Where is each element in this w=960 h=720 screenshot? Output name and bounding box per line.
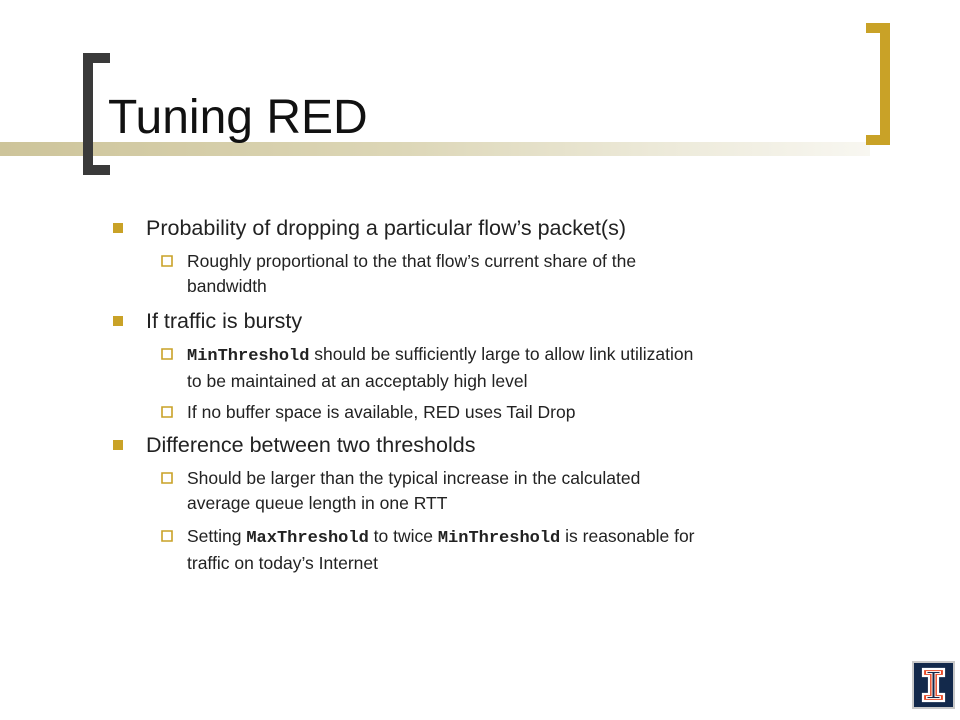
sub-bullet-text-span: Setting bbox=[187, 526, 247, 546]
block-i-icon bbox=[914, 663, 953, 707]
code-minthreshold: MinThreshold bbox=[437, 529, 561, 548]
open-square-bullet-icon bbox=[160, 347, 174, 361]
bullet-text: Probability of dropping a particular flow’s packet(s) bbox=[146, 216, 627, 240]
code-maxthreshold: MaxThreshold bbox=[246, 529, 369, 548]
university-logo bbox=[912, 661, 955, 709]
sub-bullet-line: to be maintained at an acceptably high level bbox=[187, 371, 528, 391]
square-bullet-icon bbox=[113, 440, 123, 450]
open-square-bullet-icon bbox=[160, 471, 174, 485]
sub-bullet-text bbox=[187, 466, 899, 516]
sub-bullet-text bbox=[187, 342, 899, 394]
square-bullet-icon bbox=[113, 223, 123, 233]
right-bracket-decoration bbox=[866, 23, 890, 145]
slide-title: Tuning RED bbox=[108, 91, 368, 144]
sub-bullet-text bbox=[187, 249, 899, 299]
bullet-text: Difference between two thresholds bbox=[146, 433, 476, 457]
sub-bullet-text-span: is reasonable for bbox=[560, 526, 695, 546]
left-bracket-decoration bbox=[83, 53, 110, 175]
sub-bullet-text bbox=[187, 400, 899, 425]
sub-bullet-line: If no buffer space is available, RED uses Tail Drop bbox=[187, 402, 576, 422]
sub-bullet-line bbox=[187, 524, 899, 551]
sub-bullet-text-span: to twice bbox=[368, 526, 438, 546]
sub-bullet-line: Should be larger than the typical increase in the calculated bbox=[187, 468, 641, 488]
sub-bullet-line bbox=[187, 342, 899, 369]
open-square-bullet-icon bbox=[160, 529, 174, 543]
open-square-bullet-icon bbox=[160, 254, 174, 268]
bullet-text: If traffic is bursty bbox=[146, 309, 303, 333]
sub-bullet-line: traffic on today’s Internet bbox=[187, 553, 378, 573]
sub-bullet-line: Roughly proportional to the that flow’s current share of the bbox=[187, 251, 637, 271]
open-square-bullet-icon bbox=[160, 405, 174, 419]
sub-bullet-text-span: should be sufficiently large to allow link utilization bbox=[309, 344, 694, 364]
sub-bullet-line: average queue length in one RTT bbox=[187, 493, 448, 513]
sub-bullet-text bbox=[187, 524, 899, 576]
square-bullet-icon bbox=[113, 316, 123, 326]
sub-bullet-line: bandwidth bbox=[187, 276, 267, 296]
code-minthreshold: MinThreshold bbox=[187, 347, 310, 366]
